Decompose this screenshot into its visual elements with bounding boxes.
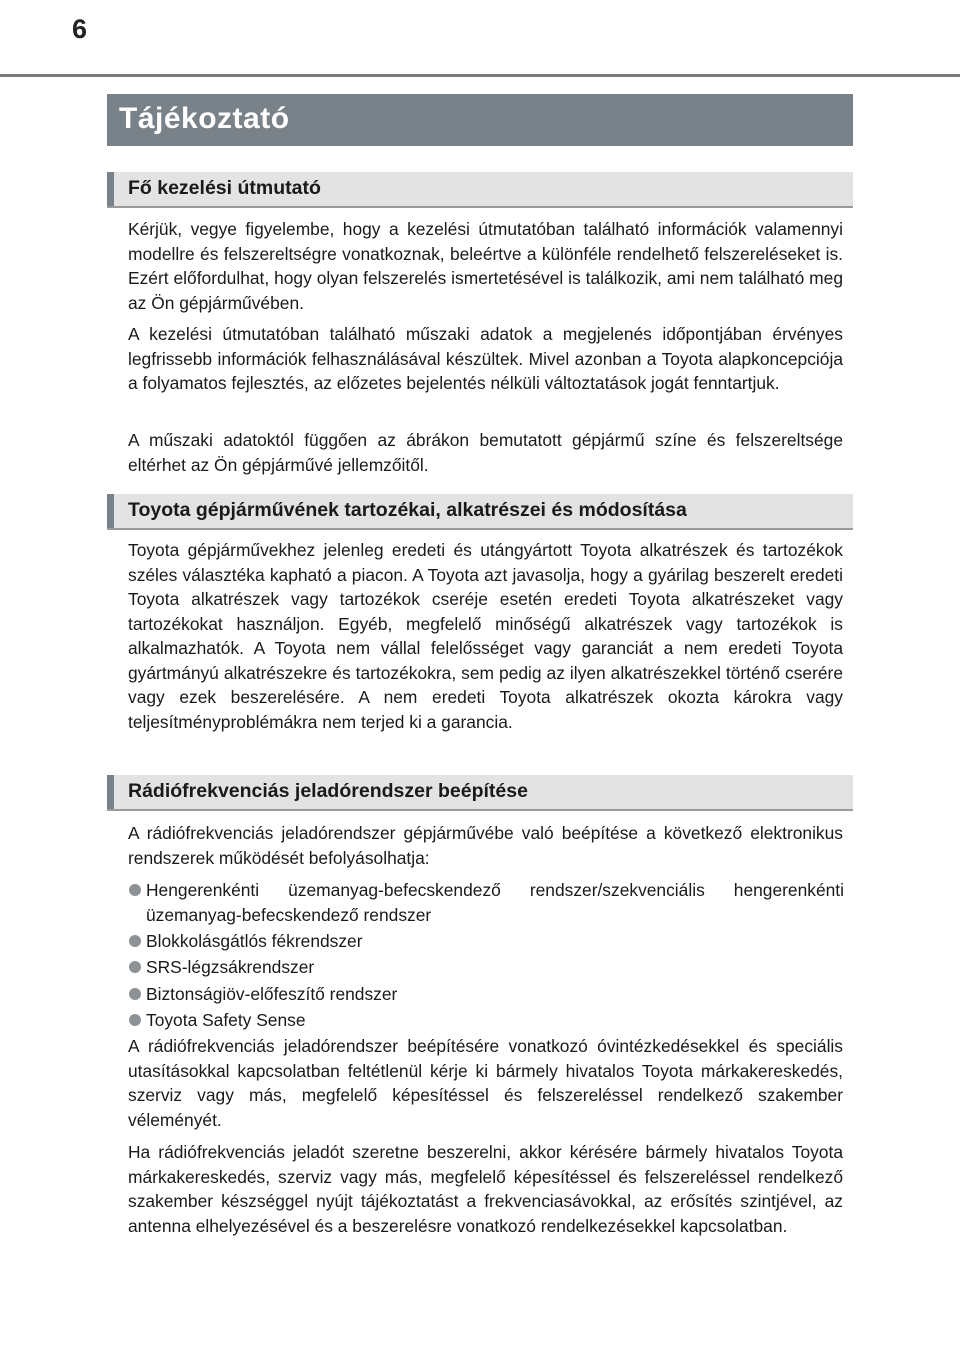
list-item (128, 982, 844, 1007)
paragraph: A rádiófrekvenciás jeladórendszer gépjárművébe való beépítése a következő elektronikus rendszerek működését befolyásolhatja: (128, 823, 843, 868)
paragraph: Toyota gépjárművekhez jelenleg eredeti és utángyártott Toyota alkatrészek és tartozékok széles választéka kapható a piacon. A Toyota azt javasolja, hogy a gyárilag beszerelt eredeti Toyota alkatrészek vagy tartozékok cseréje esetén eredeti Toyota alkatrészeket vagy tartozékokat használjon. Egyéb, megfelelő minőségű alkatrészek vagy tartozékok is alkalmazhatók. A Toyota nem vállal felelősséget vagy garanciát a nem eredeti Toyota gyártmányú alkatrészekre és tartozékokra, sem pedig az ilyen alkatrészekkel történő cserére vagy ezek beszerelésére. A nem eredeti Toyota alkatrészek okozta károkra vagy teljesítményproblémákra nem terjed ki a garancia. (128, 540, 843, 732)
page-number: 6 (72, 14, 88, 44)
paragraph: Kérjük, vegye figyelembe, hogy a kezelési útmutatóban található információk valamennyi modellre és felszereltségre vonatkoznak, beleértve a különféle rendelhető felszereléseket is. Ezért előfordulhat, hogy olyan felszerelés ismertetésével is találkozik, ami nem található meg az Ön gépjárművében. (128, 219, 843, 313)
section-heading-label: Fő kezelési útmutató (128, 177, 321, 199)
section-accent-bar (107, 494, 114, 528)
section-heading-main-manual (107, 172, 853, 208)
paragraph: A rádiófrekvenciás jeladórendszer beépítésére vonatkozó óvintézkedésekkel és speciális utasításokkal kapcsolatban feltétlenül kérje ki bármely hivatalos Toyota márkakereskedés, szerviz vagy más, megfelelő képesítéssel és felszereléssel rendelkező szakember véleményét. (128, 1036, 843, 1130)
paragraph: A műszaki adatoktól függően az ábrákon bemutatott gépjármű színe és felszereltsége eltérhet az Ön gépjárművé jellemzőitől. (128, 430, 843, 475)
list-item-text: SRS-légzsákrendszer (146, 957, 315, 977)
page-title: Tájékoztató (119, 102, 290, 135)
list-item-text: Toyota Safety Sense (146, 1010, 306, 1030)
list-item (128, 878, 844, 927)
header-rule (0, 74, 960, 77)
bullet-icon (129, 1014, 141, 1026)
section-accent-bar (107, 172, 114, 206)
section-heading-label: Rádiófrekvenciás jeladórendszer beépítése (128, 780, 528, 802)
bullet-icon (129, 884, 141, 896)
section-heading-label: Toyota gépjárművének tartozékai, alkatrészei és módosítása (128, 499, 687, 521)
list-item (128, 955, 844, 980)
section-heading-accessories (107, 494, 853, 530)
section-heading-radio-transmitter (107, 775, 853, 811)
list-item (128, 929, 844, 954)
list-item-text: Hengerenkénti üzemanyag-befecskendező rendszer/szekvenciális hengerenkénti üzemanyag-befecskendező rendszer (146, 880, 844, 925)
paragraph: Ha rádiófrekvenciás jeladót szeretne beszerelni, akkor kérésére bármely hivatalos Toyota márkakereskedés, szerviz vagy más, megfelelő képesítéssel és felszereléssel rendelkező szakember készséggel nyújt tájékoztatást a frekvenciasávokkal, az erősítés szintjével, az antenna elhelyezésével és a beszerelésre vonatkozó rendelkezésekkel kapcsolatban. (128, 1142, 843, 1236)
title-banner (107, 94, 853, 146)
bullet-icon (129, 935, 141, 947)
bullet-icon (129, 961, 141, 973)
paragraph: A kezelési útmutatóban található műszaki adatok a megjelenés időpontjában érvényes legfrissebb információk felhasználásával készültek. Mivel azonban a Toyota alapkoncepciója a folyamatos fejlesztés, az előzetes bejelentés nélküli változtatások jogát fenntartjuk. (128, 324, 843, 393)
list-item-text: Biztonságiöv-előfeszítő rendszer (146, 984, 398, 1004)
list-item-text: Blokkolásgátlós fékrendszer (146, 931, 363, 951)
list-item (128, 1008, 844, 1033)
section-accent-bar (107, 775, 114, 809)
bullet-icon (129, 988, 141, 1000)
